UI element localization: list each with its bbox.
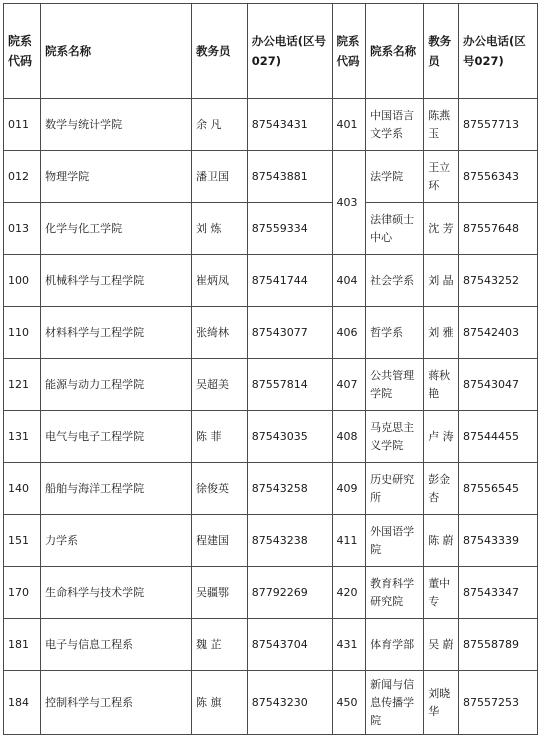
dept-code-right: 408 — [332, 411, 366, 463]
dept-name-right: 法律硕士中心 — [366, 203, 424, 255]
staff-name-right: 刘 雅 — [424, 307, 459, 359]
dept-code-right: 420 — [332, 567, 366, 619]
office-phone: 87792269 — [247, 567, 332, 619]
dept-name-right: 新闻与信息传播学院 — [366, 671, 424, 735]
staff-name: 张绮林 — [192, 307, 248, 359]
dept-name: 船舶与海洋工程学院 — [41, 463, 192, 515]
dept-name: 电子与信息工程系 — [41, 619, 192, 671]
office-phone-right: 87556545 — [459, 463, 538, 515]
office-phone-right: 87543252 — [459, 255, 538, 307]
dept-code: 184 — [4, 671, 41, 735]
header-code-2: 院系代码 — [332, 4, 366, 99]
staff-name-right: 王立环 — [424, 151, 459, 203]
staff-name-right: 彭金杏 — [424, 463, 459, 515]
office-phone-right: 87543339 — [459, 515, 538, 567]
dept-name: 能源与动力工程学院 — [41, 359, 192, 411]
office-phone-right: 87557648 — [459, 203, 538, 255]
dept-name-right: 教育科学研究院 — [366, 567, 424, 619]
dept-name-right: 公共管理学院 — [366, 359, 424, 411]
dept-code-right: 406 — [332, 307, 366, 359]
header-staff-2: 教务员 — [424, 4, 459, 99]
table-row — [4, 359, 538, 411]
staff-name-right: 陈 蔚 — [424, 515, 459, 567]
dept-code-right: 409 — [332, 463, 366, 515]
table-row — [4, 411, 538, 463]
staff-name: 程建国 — [192, 515, 248, 567]
dept-name: 材料科学与工程学院 — [41, 307, 192, 359]
dept-code-right: 404 — [332, 255, 366, 307]
table-row — [4, 151, 538, 203]
office-phone: 87557814 — [247, 359, 332, 411]
dept-name: 化学与化工学院 — [41, 203, 192, 255]
table-row — [4, 567, 538, 619]
dept-code: 170 — [4, 567, 41, 619]
header-phone: 办公电话(区号027) — [247, 4, 332, 99]
header-name: 院系名称 — [41, 4, 192, 99]
dept-code-right: 431 — [332, 619, 366, 671]
dept-name: 力学系 — [41, 515, 192, 567]
dept-code: 013 — [4, 203, 41, 255]
staff-name-right: 刘晓华 — [424, 671, 459, 735]
staff-name: 刘 炼 — [192, 203, 248, 255]
table-row — [4, 203, 538, 255]
staff-name-right: 吴 蔚 — [424, 619, 459, 671]
office-phone-right: 87558789 — [459, 619, 538, 671]
dept-name-right: 历史研究所 — [366, 463, 424, 515]
dept-name-right: 中国语言文学系 — [366, 99, 424, 151]
office-phone: 87543881 — [247, 151, 332, 203]
staff-name-right: 蒋秋艳 — [424, 359, 459, 411]
dept-name: 机械科学与工程学院 — [41, 255, 192, 307]
staff-name-right: 卢 涛 — [424, 411, 459, 463]
dept-code: 121 — [4, 359, 41, 411]
staff-name: 潘卫国 — [192, 151, 248, 203]
dept-name: 电气与电子工程学院 — [41, 411, 192, 463]
staff-name: 余 凡 — [192, 99, 248, 151]
table-row — [4, 99, 538, 151]
dept-code-right: 450 — [332, 671, 366, 735]
header-code: 院系代码 — [4, 4, 41, 99]
office-phone: 87543704 — [247, 619, 332, 671]
staff-name: 吴疆鄂 — [192, 567, 248, 619]
dept-code-right: 407 — [332, 359, 366, 411]
office-phone-right: 87543347 — [459, 567, 538, 619]
office-phone: 87543258 — [247, 463, 332, 515]
office-phone: 87559334 — [247, 203, 332, 255]
dept-code: 181 — [4, 619, 41, 671]
staff-name-right: 沈 芳 — [424, 203, 459, 255]
office-phone-right: 87542403 — [459, 307, 538, 359]
office-phone: 87543077 — [247, 307, 332, 359]
dept-code: 011 — [4, 99, 41, 151]
dept-code-right: 403 — [332, 151, 366, 255]
dept-code: 140 — [4, 463, 41, 515]
dept-name-right: 社会学系 — [366, 255, 424, 307]
table-row — [4, 619, 538, 671]
dept-name: 生命科学与技术学院 — [41, 567, 192, 619]
header-name-2: 院系名称 — [366, 4, 424, 99]
dept-code: 100 — [4, 255, 41, 307]
dept-name-right: 法学院 — [366, 151, 424, 203]
staff-name: 吴超美 — [192, 359, 248, 411]
staff-name: 魏 芷 — [192, 619, 248, 671]
office-phone-right: 87556343 — [459, 151, 538, 203]
dept-code-right: 401 — [332, 99, 366, 151]
office-phone: 87543238 — [247, 515, 332, 567]
table-row — [4, 463, 538, 515]
header-row — [4, 4, 538, 99]
office-phone-right: 87557253 — [459, 671, 538, 735]
table-row — [4, 515, 538, 567]
dept-code: 151 — [4, 515, 41, 567]
staff-name: 陈 旗 — [192, 671, 248, 735]
office-phone: 87541744 — [247, 255, 332, 307]
staff-name-right: 陈燕玉 — [424, 99, 459, 151]
dept-code-right: 411 — [332, 515, 366, 567]
dept-name-right: 体育学部 — [366, 619, 424, 671]
staff-name-right: 刘 晶 — [424, 255, 459, 307]
staff-name: 崔炳凤 — [192, 255, 248, 307]
office-phone-right: 87557713 — [459, 99, 538, 151]
department-contact-table — [3, 3, 538, 735]
dept-code: 110 — [4, 307, 41, 359]
dept-name: 物理学院 — [41, 151, 192, 203]
table-row — [4, 671, 538, 735]
dept-name-right: 马克思主义学院 — [366, 411, 424, 463]
table-row — [4, 307, 538, 359]
table-row — [4, 255, 538, 307]
staff-name-right: 董中专 — [424, 567, 459, 619]
office-phone: 87543035 — [247, 411, 332, 463]
staff-name: 陈 菲 — [192, 411, 248, 463]
office-phone-right: 87543047 — [459, 359, 538, 411]
dept-name: 控制科学与工程系 — [41, 671, 192, 735]
office-phone: 87543431 — [247, 99, 332, 151]
dept-name-right: 外国语学院 — [366, 515, 424, 567]
header-phone-2: 办公电话(区号027) — [459, 4, 538, 99]
dept-name: 数学与统计学院 — [41, 99, 192, 151]
office-phone-right: 87544455 — [459, 411, 538, 463]
office-phone: 87543230 — [247, 671, 332, 735]
dept-code: 131 — [4, 411, 41, 463]
dept-code: 012 — [4, 151, 41, 203]
header-staff: 教务员 — [192, 4, 248, 99]
dept-name-right: 哲学系 — [366, 307, 424, 359]
staff-name: 徐俊英 — [192, 463, 248, 515]
